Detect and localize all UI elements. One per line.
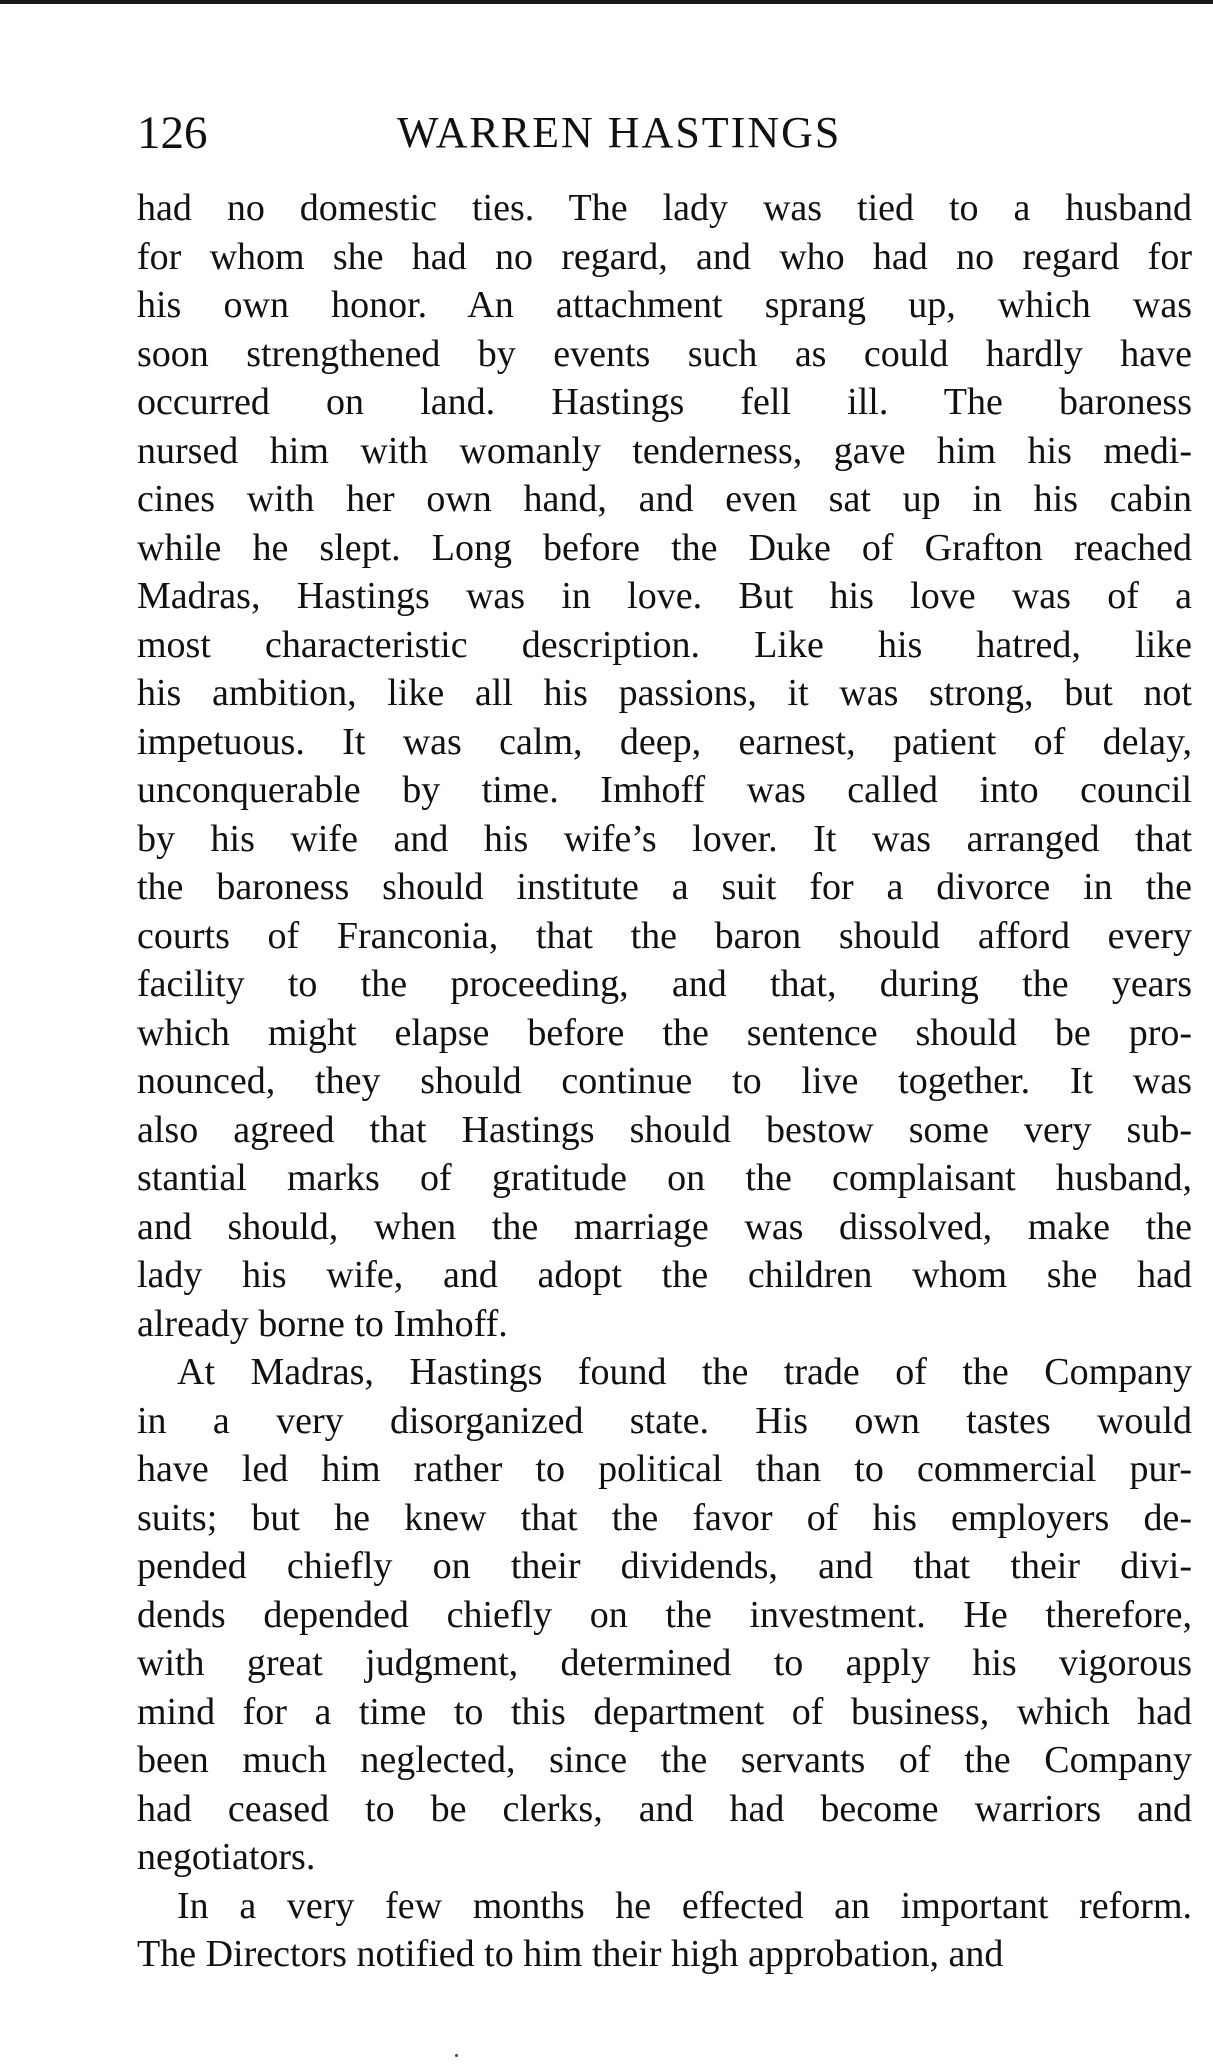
text-line: soon strengthened by events such as could hardly have bbox=[137, 332, 1192, 375]
text-line: had no domestic ties. The lady was tied to a husband bbox=[137, 187, 1192, 229]
text-line: by his wife and his wife’s lover. It was arranged that bbox=[137, 817, 1192, 860]
top-rule bbox=[0, 0, 1213, 4]
text-line: lady his wife, and adopt the children whom she had bbox=[137, 1254, 1192, 1296]
print-speck bbox=[455, 2054, 458, 2057]
text-line: negotiators. bbox=[137, 1836, 316, 1878]
text-line: been much neglected, since the servants of the Company bbox=[137, 1739, 1192, 1781]
text-line: with great judgment, determined to apply his vigorous bbox=[137, 1642, 1192, 1684]
text-line: already borne to Imhoff. bbox=[137, 1302, 508, 1345]
running-head bbox=[137, 100, 1192, 166]
text-line: for whom she had no regard, and who had no regard for bbox=[137, 235, 1192, 278]
text-line: mind for a time to this department of business, which had bbox=[137, 1690, 1192, 1733]
paragraph bbox=[137, 1348, 1192, 1882]
text-line: and should, when the marriage was dissolved, make the bbox=[137, 1205, 1192, 1248]
text-line: The Directors notified to him their high approbation, and bbox=[137, 1933, 1004, 1975]
body-text bbox=[137, 184, 1192, 1979]
text-line: nursed him with womanly tenderness, gave him his medi- bbox=[137, 429, 1192, 472]
text-line: courts of Franconia, that the baron should afford every bbox=[137, 914, 1192, 957]
text-line: most characteristic description. Like his hatred, like bbox=[137, 623, 1192, 666]
text-line: unconquerable by time. Imhoff was called into council bbox=[137, 769, 1192, 811]
text-line: At Madras, Hastings found the trade of the Company bbox=[177, 1351, 1192, 1393]
text-line: suits; but he knew that the favor of his employers de- bbox=[137, 1496, 1192, 1539]
text-line: impetuous. It was calm, deep, earnest, patient of delay, bbox=[137, 720, 1192, 763]
text-line: his ambition, like all his passions, it was strong, but not bbox=[137, 672, 1192, 714]
text-line: while he slept. Long before the Duke of Grafton reached bbox=[137, 526, 1192, 569]
text-line: stantial marks of gratitude on the complaisant husband, bbox=[137, 1157, 1192, 1199]
text-line: in a very disorganized state. His own tastes would bbox=[137, 1399, 1192, 1442]
text-line: In a very few months he effected an important reform. bbox=[177, 1884, 1192, 1927]
text-line: cines with her own hand, and even sat up in his cabin bbox=[137, 478, 1192, 520]
running-title: WARREN HASTINGS bbox=[397, 108, 842, 157]
paragraph bbox=[137, 1882, 1192, 1979]
text-line: the baroness should institute a suit for a divorce in the bbox=[137, 866, 1192, 908]
paragraph bbox=[137, 184, 1192, 1348]
text-line: also agreed that Hastings should bestow some very sub- bbox=[137, 1108, 1192, 1151]
text-line: occurred on land. Hastings fell ill. The baroness bbox=[137, 381, 1192, 423]
text-line: Madras, Hastings was in love. But his love was of a bbox=[137, 575, 1192, 617]
book-page bbox=[137, 100, 1192, 1979]
text-line: facility to the proceeding, and that, during the years bbox=[137, 963, 1192, 1005]
text-line: his own honor. An attachment sprang up, which was bbox=[137, 284, 1192, 326]
text-line: have led him rather to political than to commercial pur- bbox=[137, 1448, 1192, 1490]
text-line: dends depended chiefly on the investment. He therefore, bbox=[137, 1593, 1192, 1636]
text-line: which might elapse before the sentence should be pro- bbox=[137, 1011, 1192, 1054]
text-line: nounced, they should continue to live together. It was bbox=[137, 1060, 1192, 1102]
page-number: 126 bbox=[137, 107, 208, 159]
text-line: had ceased to be clerks, and had become warriors and bbox=[137, 1787, 1192, 1830]
text-line: pended chiefly on their dividends, and that their divi- bbox=[137, 1545, 1192, 1587]
